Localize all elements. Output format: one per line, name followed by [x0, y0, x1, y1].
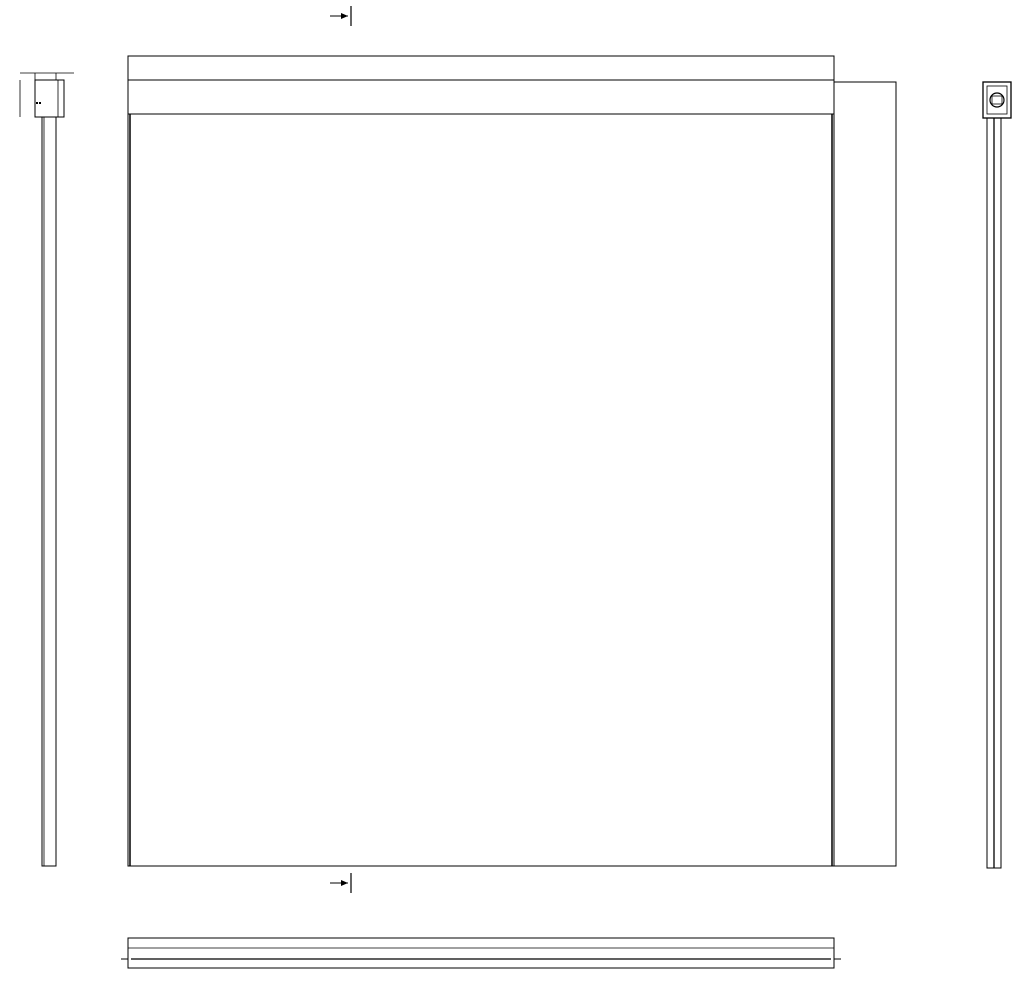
section-arrow-head — [341, 880, 348, 886]
front-view — [128, 80, 834, 866]
section-roller-core — [992, 96, 1002, 104]
side-box — [35, 80, 64, 117]
bottom-view — [121, 938, 841, 968]
width-dimension-band — [128, 56, 834, 80]
height-dimension-band — [834, 82, 896, 866]
side-view — [20, 73, 74, 866]
side-box-axle — [36, 102, 38, 104]
section-mark-bottom — [330, 873, 351, 893]
roller-box — [128, 80, 834, 114]
blind-outline — [128, 114, 834, 866]
side-box-axle — [39, 102, 41, 104]
height-dimension — [834, 82, 896, 866]
width-dimension — [128, 56, 834, 80]
section-view — [983, 82, 1011, 868]
section-arrow-head — [341, 13, 348, 19]
section-mark-top — [330, 6, 351, 26]
bottom-profile — [128, 938, 834, 968]
